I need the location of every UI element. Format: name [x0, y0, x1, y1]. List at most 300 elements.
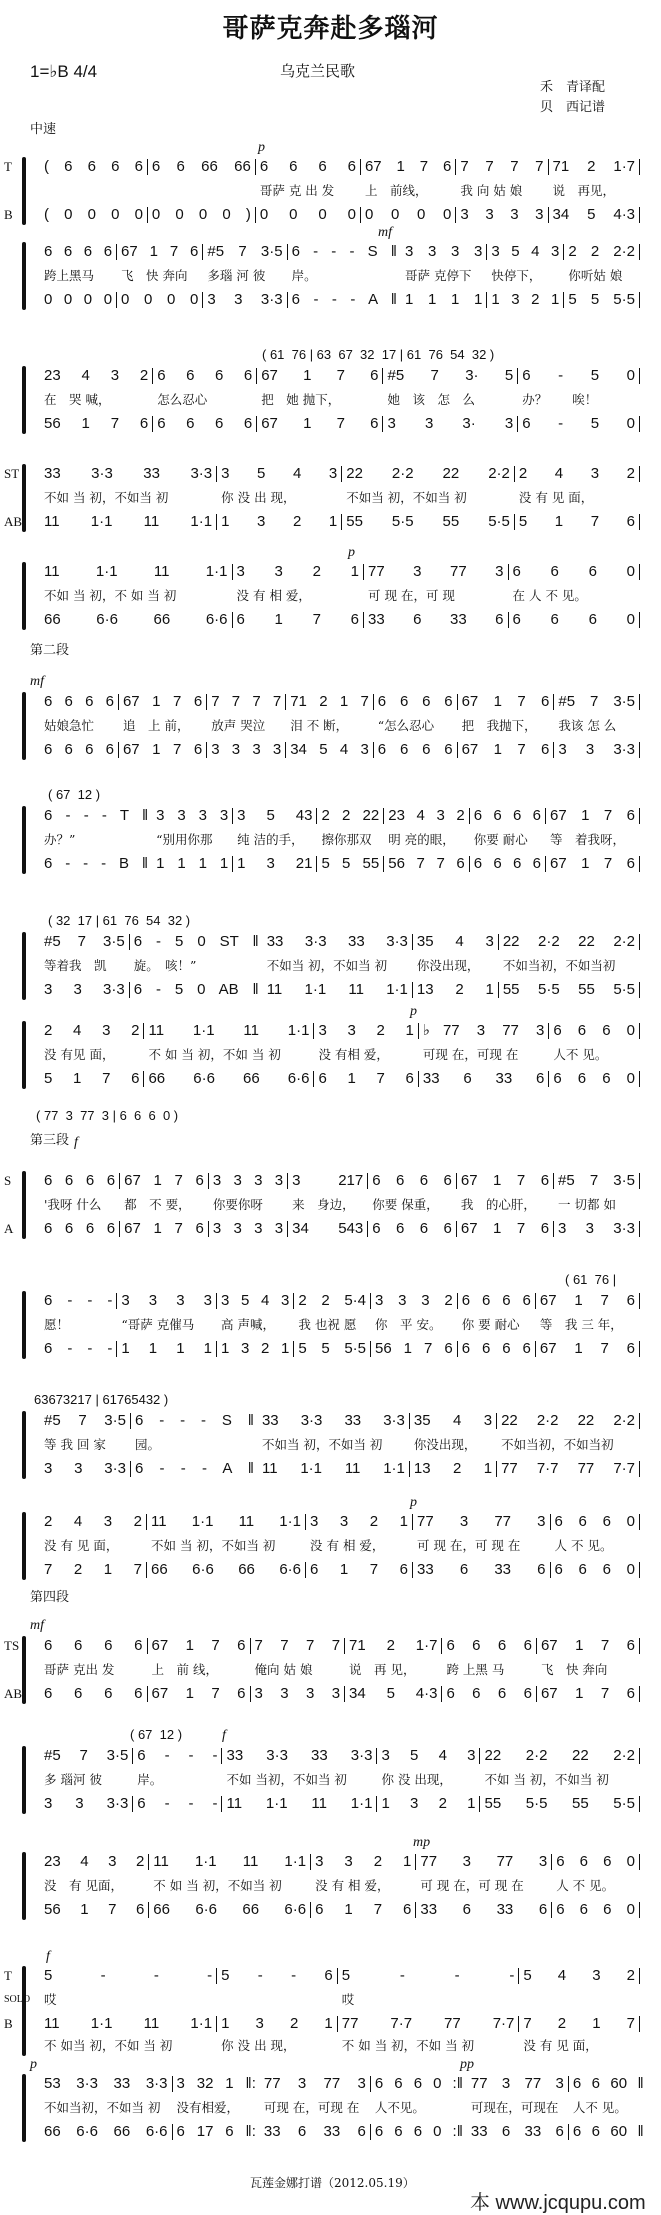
measure: 6 6 6 0	[512, 563, 635, 580]
measure: 67 1 7 6	[122, 693, 203, 710]
lyric-segment: 哎	[44, 1992, 57, 2007]
measure: 3 5 4 3	[381, 1747, 476, 1764]
system-bracket	[22, 1021, 26, 1089]
barline	[639, 514, 640, 530]
system-bracket	[22, 1512, 26, 1580]
dynamic-marking: f	[222, 1728, 226, 1743]
system-bracket	[22, 1411, 26, 1479]
measure: 6 - 5 0	[522, 367, 636, 384]
measure: 33 6 33 6	[422, 1070, 545, 1087]
measure: 6 - 5 0 AB ‖	[133, 981, 259, 998]
lyric-segment: 姑娘急忙	[44, 718, 95, 733]
barline	[639, 1968, 640, 1984]
lyric-segment: 我 向 姑 娘	[460, 183, 523, 198]
measure: 56 1 7 6	[375, 1340, 453, 1357]
measure: 1 1 1 1	[156, 855, 229, 872]
measure: 3 3 2 1	[310, 1513, 408, 1530]
lower-voice-notes	[40, 1340, 640, 1358]
upper-voice-notes	[40, 563, 640, 581]
measure: ( 6 6 6 6	[44, 158, 143, 175]
measure: 33 6 33 6	[263, 2123, 366, 2140]
measure: 67 1 7 6	[261, 415, 379, 432]
upper-voice-notes	[40, 693, 640, 711]
lyric-segment: 不如当初，不如当初	[501, 1437, 614, 1452]
measure: 1 3 2 1	[221, 2015, 333, 2032]
lyric-segment: 擦你那双	[321, 832, 372, 847]
system-bracket	[22, 157, 26, 225]
measure: 33 3·3 33 3·3	[44, 465, 213, 482]
barline	[639, 1796, 640, 1812]
part-label: B	[4, 2016, 13, 2031]
lyrics-line	[40, 489, 640, 507]
lyric-segment: 我该 怎 么	[558, 718, 617, 733]
measure: 3 3 3 3	[254, 1685, 341, 1702]
song-title: 哥萨克奔赴多瑙河	[222, 14, 439, 44]
system-bracket	[22, 1636, 26, 1704]
lyric-segment: 不如当初，不如当 初	[44, 2100, 161, 2115]
measure: 77 3 77 3	[470, 2075, 564, 2092]
measure: 67 1 7 6	[261, 367, 379, 384]
measure: 6 6 6 6	[473, 855, 541, 872]
lower-voice-notes	[40, 1561, 640, 1579]
system-bracket	[22, 1852, 26, 1920]
measure: 6 1 7 6	[310, 1561, 408, 1578]
lower-voice-notes	[40, 415, 640, 433]
lyrics-line	[40, 1991, 640, 2009]
measure: 11 1·1 11 1·1	[44, 563, 228, 580]
measure: 77 3 77 3	[417, 1513, 546, 1530]
lower-voice-notes	[40, 2123, 644, 2141]
lyric-segment: 明 亮的眼，	[388, 832, 455, 847]
measure: 33 3·3 33 3·3	[226, 1747, 373, 1764]
measure: 2 4 3 2	[44, 1513, 142, 1530]
measure: 34 5 4 3	[290, 741, 369, 758]
measure: 6 - - -	[137, 1747, 218, 1764]
system-bracket	[22, 464, 26, 532]
measure: 66 6·6 66 6·6	[44, 611, 228, 628]
measure: 5 1 7 6	[44, 1070, 140, 1087]
lyric-segment: 等着我 凯	[44, 958, 107, 973]
lower-voice-notes	[40, 206, 640, 224]
measure: 35 4 3	[416, 933, 494, 950]
barline	[639, 1023, 640, 1039]
measure: 3 3 3·3	[207, 291, 283, 308]
lyric-segment: 都 不 要，	[124, 1197, 191, 1212]
measure: #5 7 3·5	[558, 1172, 635, 1189]
instrumental-interlude: ( 67 12 )	[48, 787, 101, 802]
measure: 7 2 1 7	[523, 2015, 635, 2032]
measure: 66 6·6 66 6·6	[153, 1901, 307, 1918]
upper-voice-notes	[40, 1292, 640, 1310]
measure: 5 5 5·5	[568, 291, 635, 308]
lyrics-line	[40, 957, 640, 975]
measure: 67 1 7 6	[122, 741, 203, 758]
lower-voice-notes	[40, 855, 640, 873]
measure: 6 6 6 6	[157, 415, 253, 432]
measure: 67 1 7 6	[124, 1172, 204, 1189]
lyric-segment: 俺向 姑 娘	[254, 1662, 313, 1677]
measure: 0 0 0 0	[121, 291, 199, 308]
measure: 3 3 3 3	[211, 741, 282, 758]
dynamic-marking: p	[410, 1004, 417, 1019]
measure: 55 5·5 55 5·5	[502, 981, 636, 998]
measure: 23 4 3 2	[44, 367, 149, 384]
measure: 6 6 6 0 :‖	[374, 2075, 463, 2092]
lyric-segment: 哥萨 克出 发	[44, 1662, 115, 1677]
measure: #5 7 3· 5	[387, 367, 514, 384]
measure: 6 6 6 0 :‖	[374, 2123, 463, 2140]
measure: #5 7 3·5	[44, 1747, 129, 1764]
lyric-segment: 不如 当 初，不如当 初	[44, 490, 169, 505]
system-bracket	[22, 242, 26, 310]
barline	[639, 808, 640, 824]
measure: 55 5·5 55 5·5	[484, 1795, 635, 1812]
measure: 6 6 6 6	[446, 1637, 532, 1654]
barline	[639, 1686, 640, 1702]
upper-voice-notes	[40, 1022, 640, 1040]
lyrics-line	[40, 2037, 640, 2055]
measure: ♭77 3 77 3	[422, 1022, 545, 1039]
measure: 34 543	[292, 1220, 364, 1237]
barline	[639, 1173, 640, 1189]
measure: 11 1·1 11 1·1	[226, 1795, 373, 1812]
lyrics-line	[40, 1196, 640, 1214]
lyric-segment: 多 瑙河 彼	[44, 1772, 102, 1787]
upper-voice-notes	[40, 465, 640, 483]
measure: 66 6·6 66 6·6	[44, 2123, 168, 2140]
lyric-segment: 上 前线，	[364, 183, 428, 198]
measure: 22 2·2 22 2·2	[502, 933, 636, 950]
measure: 6 6 6 0	[553, 1022, 636, 1039]
measure: #5 7 3·5	[558, 693, 635, 710]
section-2-label: 第二段	[30, 643, 70, 658]
barline	[639, 856, 640, 872]
measure: 2 2 2·2	[568, 243, 635, 260]
measure: 22 2·2 22 2·2	[346, 465, 510, 482]
subtitle: 乌克兰民歌	[280, 62, 356, 80]
lyric-segment: 园。	[134, 1437, 160, 1452]
measure: 22 2·2 22 2·2	[484, 1747, 635, 1764]
lyrics-line	[40, 1436, 640, 1454]
lyrics-line	[40, 1771, 640, 1789]
lyric-segment: 你 没 出现，	[381, 1772, 452, 1787]
measure: 71 2 1·7	[349, 1637, 438, 1654]
lyric-segment: “怎么忍心	[377, 718, 435, 733]
measure: 5 1 7 6	[518, 513, 635, 530]
lyrics-line	[40, 1877, 640, 1895]
lyrics-line	[40, 2099, 640, 2117]
dynamic-marking: f	[74, 1135, 78, 1150]
measure: 6 - - - S ‖	[134, 1412, 254, 1429]
measure: 6 6 6 6	[372, 1220, 452, 1237]
key-signature: 1=♭B 4/4	[30, 62, 98, 81]
measure: 33 6 33 6	[417, 1561, 546, 1578]
measure: 7 7 7 7	[460, 158, 544, 175]
lyric-segment: “别用你那	[156, 832, 213, 847]
lyrics-line	[40, 391, 640, 409]
lyric-segment: 愿！	[44, 1317, 70, 1332]
lyric-segment: 等 着我呀，	[549, 832, 625, 847]
lyric-segment: 岸。	[291, 268, 317, 283]
credit-score: 贝 西记谱	[540, 100, 606, 115]
measure: 56 7 7 6	[388, 855, 465, 872]
lyric-segment: 跨上黑马	[44, 268, 95, 283]
measure: 11 1·1 11 1·1	[261, 1460, 405, 1477]
measure: 3 3 3 2	[375, 1292, 453, 1309]
system-bracket	[22, 562, 26, 630]
measure: 6 6 6 6	[44, 693, 114, 710]
lower-voice-notes	[40, 741, 640, 759]
lyric-segment: 岸。	[137, 1772, 163, 1787]
measure: 56 1 7 6	[44, 1901, 145, 1918]
lyric-segment: 你 平 安。	[375, 1317, 442, 1332]
part-label: T	[4, 1968, 12, 1983]
section-3-label: 第三段	[30, 1133, 70, 1148]
measure: 6 6 6 6	[473, 807, 541, 824]
lyric-segment: 没 有 相 爱，	[310, 1538, 385, 1553]
part-label: TS	[4, 1638, 20, 1653]
lyrics-line	[40, 717, 640, 735]
measure: 77 3 77 3	[368, 563, 504, 580]
lyric-segment: 飞 快 奔向	[540, 1662, 608, 1677]
measure: 3 3 2 1	[318, 1022, 414, 1039]
measure: 67 1 7 6	[364, 158, 452, 175]
measure: 71 2 1·7	[552, 158, 636, 175]
system-bracket	[22, 692, 26, 760]
measure: 13 2 1	[416, 981, 494, 998]
measure: 33 6 33 6	[368, 611, 504, 628]
measure: 6 6 6 6	[44, 243, 113, 260]
lyrics-line	[40, 1046, 640, 1064]
lyric-segment: 你没出现，	[413, 1437, 477, 1452]
measure: 6 17 6 ‖:	[176, 2123, 256, 2140]
lyric-segment: 在 人 不 见。	[512, 588, 587, 603]
lower-voice-notes	[40, 1070, 640, 1088]
system-bracket	[22, 366, 26, 434]
measure: 3 3 3·3	[44, 981, 125, 998]
part-label: SOLO	[4, 1994, 31, 2005]
measure: 1 1 1 1	[121, 1340, 213, 1357]
part-label: S	[4, 1173, 12, 1188]
lyric-segment: 哥萨 克 出 发	[259, 183, 335, 198]
instrumental-interlude: 63673217 | 61765432 )	[34, 1392, 169, 1407]
lyric-segment: 不 如当 初，不如 当 初	[44, 2038, 173, 2053]
measure: 67 1 7 6	[461, 741, 550, 758]
dynamic-marking: f	[46, 1949, 50, 1964]
barline	[639, 2016, 640, 2032]
measure: 6 6 6 6	[44, 1637, 143, 1654]
measure: 5 - - 6	[221, 1967, 333, 1984]
lyric-segment: 没 有见 面，	[44, 1047, 115, 1062]
measure: 11 1·1 11 1·1	[151, 1513, 301, 1530]
barline	[639, 1854, 640, 1870]
measure: 77 7·7 77 7·7	[341, 2015, 515, 2032]
part-label: B	[4, 207, 13, 222]
upper-voice-notes	[40, 807, 640, 825]
lyric-segment: 不如 当初，不如当 初	[226, 1772, 347, 1787]
measure: 22 2·2 22 2·2	[501, 1412, 635, 1429]
measure: 6 6 6 0	[512, 611, 635, 628]
lyric-segment: 飞 快 奔向	[121, 268, 188, 283]
measure: 6 6 6 0	[553, 1070, 636, 1087]
measure: 3 3 3 3	[121, 1292, 213, 1309]
system-bracket	[22, 1966, 26, 2056]
credit-lyrics: 禾 青译配	[540, 80, 606, 95]
measure: 6 6 6 6	[372, 1172, 452, 1189]
upper-voice-notes	[40, 1412, 640, 1430]
measure: 6 6 6 6	[461, 1292, 531, 1309]
measure: 7 7 7 7	[254, 1637, 341, 1654]
lyric-segment: 来 身边，	[292, 1197, 355, 1212]
measure: 53 3·3 33 3·3	[44, 2075, 168, 2092]
measure: 67 1 7 6	[539, 1340, 636, 1357]
instrumental-interlude: ( 77 3 77 3 | 6 6 6 0 )	[36, 1108, 179, 1123]
system-bracket	[22, 1746, 26, 1814]
measure: 71 2 1 7	[290, 693, 369, 710]
barline	[639, 612, 640, 628]
measure: 6 - 5 0 ST ‖	[133, 933, 259, 950]
lower-voice-notes	[40, 1685, 640, 1703]
measure: 3 3 3 3	[404, 243, 483, 260]
lyrics-line	[40, 267, 640, 285]
barline	[639, 982, 640, 998]
measure: 1 1 1 1	[404, 291, 483, 308]
lyric-segment: 哎	[341, 1992, 355, 2007]
lyric-segment: 你要 保重，	[372, 1197, 439, 1212]
measure: 6 - - - A ‖	[134, 1460, 254, 1477]
measure: 0 0 0 0	[44, 291, 113, 308]
measure: 0 0 0 0	[364, 206, 452, 223]
measure: 3 3 3·3	[44, 1795, 129, 1812]
measure: 1 3 21	[237, 855, 313, 872]
measure: 6 6 66 66	[151, 158, 251, 175]
measure: 66 6·6 66 6·6	[151, 1561, 301, 1578]
lyric-segment: 追 上 前，	[122, 718, 190, 733]
dynamic-marking: mf	[378, 225, 392, 240]
measure: 67 1 7 6	[461, 693, 550, 710]
measure: 3 3 3· 3	[387, 415, 514, 432]
lower-voice-notes	[40, 981, 640, 999]
measure: 5 5 5·5	[298, 1340, 367, 1357]
measure: 6 6 6 6	[259, 158, 356, 175]
lyric-segment: 我 也祝 愿	[298, 1317, 357, 1332]
measure: 35 4 3	[413, 1412, 493, 1429]
lower-voice-notes	[40, 291, 640, 309]
lyric-segment: 把 她 抛下，	[261, 392, 341, 407]
measure: 3 217	[292, 1172, 364, 1189]
barline	[639, 368, 640, 384]
measure: 3 3 3 3	[156, 807, 229, 824]
measure: 2 2 5·4	[298, 1292, 367, 1309]
measure: 5 5 55	[321, 855, 380, 872]
barline	[639, 1562, 640, 1578]
measure: 11 1·1 11 1·1	[44, 2015, 213, 2032]
measure: 3 3 3·3	[558, 741, 635, 758]
barline	[639, 934, 640, 950]
lyric-segment: 跨 上黑 马	[446, 1662, 505, 1677]
part-label: AB	[4, 1686, 23, 1701]
system-bracket	[22, 1291, 26, 1359]
dynamic-marking: p	[410, 1495, 417, 1510]
lyric-segment: 等 我 三 年，	[539, 1317, 623, 1332]
lyric-segment: 办？”	[44, 832, 76, 847]
upper-voice-notes	[40, 243, 640, 261]
measure: 34 5 4·3	[349, 1685, 438, 1702]
lyric-segment: 没 有 见 面，	[518, 490, 594, 505]
measure: 67 1 7 6	[540, 1637, 635, 1654]
measure: 3 3 3 3	[212, 1220, 284, 1237]
lyrics-line	[40, 1661, 640, 1679]
lyric-segment: 泪 不 断，	[290, 718, 349, 733]
measure: 6 6 6 6	[377, 693, 453, 710]
lyric-segment: 放声 哭泣	[211, 718, 266, 733]
lower-voice-notes	[40, 2015, 640, 2033]
lyric-segment: “哥萨 克催马	[121, 1317, 195, 1332]
measure: 33 6 33 6	[420, 1901, 548, 1918]
measure: 67 1 7 6	[460, 1220, 550, 1237]
upper-voice-notes	[40, 1747, 640, 1765]
measure: 6 - - - A ‖	[291, 291, 397, 308]
measure: 5 - - -	[341, 1967, 515, 1984]
measure: 11 1·1 11 1·1	[44, 513, 213, 530]
lyric-segment: 人 不 见。	[554, 1538, 613, 1553]
lyric-segment: 你 没 出 现，	[221, 490, 296, 505]
measure: 11 1·1 11 1·1	[148, 1022, 310, 1039]
instrumental-interlude: ( 61 76 | 63 67 32 17 | 61 76 54 32 )	[262, 347, 495, 362]
lyric-segment: 你没出现，	[416, 958, 480, 973]
lower-voice-notes	[40, 1795, 640, 1813]
measure: 6 - - -	[137, 1795, 218, 1812]
lower-voice-notes	[40, 1460, 640, 1478]
tempo-marking: 中速	[30, 122, 57, 137]
dynamic-marking: p	[348, 545, 355, 560]
measure: 3 5 4 3	[221, 465, 338, 482]
lyric-segment: 纯 洁的手，	[237, 832, 304, 847]
lyric-segment: 不如 当 初，不 如 当 初	[44, 588, 177, 603]
barline	[639, 564, 640, 580]
measure: 3 5 43	[237, 807, 313, 824]
measure: 6 6 6 6	[44, 1172, 116, 1189]
lyric-segment: 等 我 回 家	[44, 1437, 106, 1452]
barline	[639, 244, 640, 260]
lyric-segment: 你要 耐心	[473, 832, 528, 847]
lyrics-line	[40, 587, 640, 605]
dynamic-marking: mp	[413, 1835, 431, 1850]
measure: 33 3·3 33 3·3	[266, 933, 408, 950]
measure: 7 2 1 7	[44, 1561, 142, 1578]
measure: 66 6·6 66 6·6	[148, 1070, 310, 1087]
measure: 2 4 3 2	[44, 1022, 140, 1039]
instrumental-interlude: ( 67 12 )	[130, 1727, 183, 1742]
measure: 11 1·1 11 1·1	[266, 981, 408, 998]
dynamic-marking: mf	[30, 1618, 44, 1633]
measure: 67 1 7 6	[121, 243, 199, 260]
watermark: 本 www.jcqupu.com	[470, 2192, 646, 2214]
barline	[639, 1638, 640, 1654]
upper-voice-notes	[40, 367, 640, 385]
lyric-segment: 快停下，	[491, 268, 542, 283]
measure: 23 4 3 2	[44, 1853, 145, 1870]
barline	[639, 1514, 640, 1530]
system-bracket	[22, 806, 26, 874]
lyric-segment: 多瑙 河 彼	[207, 268, 266, 283]
dynamic-marking: p	[258, 140, 265, 155]
upper-voice-notes	[40, 1967, 640, 1985]
lyric-segment: 旋。 咳！”	[133, 958, 197, 973]
measure: 11 1·1 11 1·1	[153, 1853, 307, 1870]
lyric-segment: 说 再见，	[552, 183, 616, 198]
measure: 6 6 6 6	[157, 367, 253, 384]
